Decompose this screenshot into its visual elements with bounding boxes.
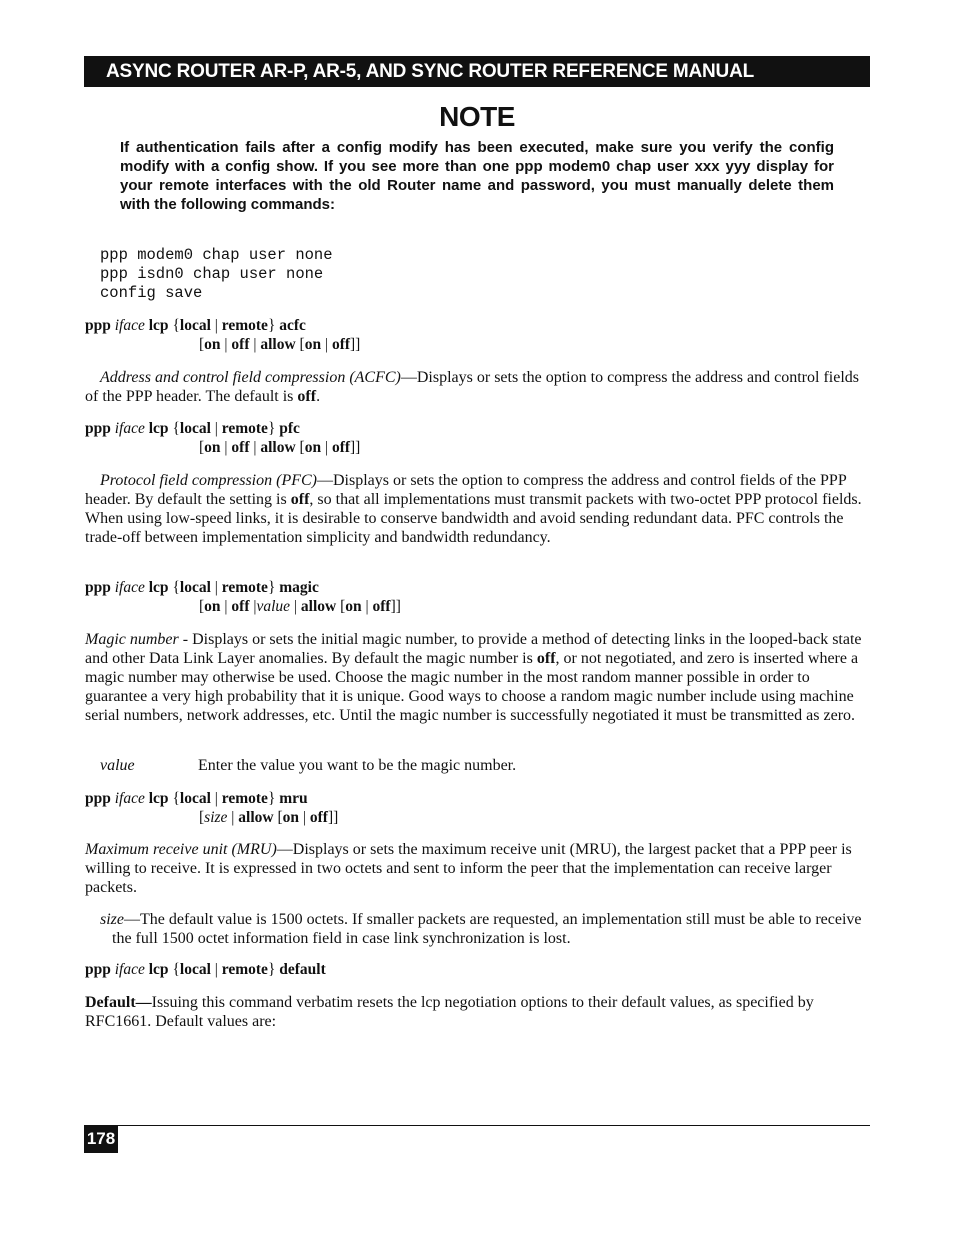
default-description: Default—Issuing this command verbatim resets the lcp negotiation options to their default values, as specified by RFC1661. Default values are:: [85, 994, 814, 1030]
magic-value-row: [100, 756, 517, 775]
code-line: ppp modem0 chap user none: [100, 246, 333, 264]
syntax-magic: ppp iface lcp {local | remote} magic [on | off |value | allow [on | off]]: [85, 579, 401, 615]
magic-description: Magic number - Displays or sets the initial magic number, to provide a method of detecting links in the looped-back state and other Data Link Layer anomalies. By default the magic number is off, or not negotiated, and zero is inserted where a magic number may otherwise be used. Choose the magic number in the most random manner possible in order to guarantee a very high probability that it is unique. Good ways to choose a random magic number include using machine serial numbers, network addresses, etc. Until the magic number is successfully negotiated it must be transmitted as zero.: [85, 631, 862, 724]
mru-description: Maximum receive unit (MRU)—Displays or sets the maximum receive unit (MRU), the largest packet that a PPP peer is willing to receive. It is expressed in two octets and sent to inform the peer that the implementation can receive larger packets.: [85, 841, 852, 896]
code-line: ppp isdn0 chap user none: [100, 265, 324, 283]
page-number: 178: [84, 1125, 118, 1153]
value-description: Enter the value you want to be the magic number.: [198, 757, 517, 774]
code-line: config save: [100, 284, 203, 302]
acfc-description: Address and control field compression (ACFC)—Displays or sets the option to compress the address and control fields of the PPP header. The default is off.: [85, 369, 859, 405]
syntax-acfc: ppp iface lcp {local | remote} acfc [on | off | allow [on | off]]: [85, 317, 361, 353]
running-header: ASYNC ROUTER AR-P, AR-5, AND SYNC ROUTER REFERENCE MANUAL: [84, 56, 870, 87]
syntax-pfc: ppp iface lcp {local | remote} pfc [on | off | allow [on | off]]: [85, 420, 361, 456]
value-term: value: [100, 757, 135, 774]
syntax-default: ppp iface lcp {local | remote} default: [85, 961, 326, 978]
syntax-mru: ppp iface lcp {local | remote} mru [size | allow [on | off]]: [85, 790, 339, 826]
footer-rule: [84, 1125, 870, 1126]
code-block: [100, 246, 333, 303]
mru-size-description: size—The default value is 1500 octets. If smaller packets are requested, an implementation still must be able to receive the full 1500 octet information field in case link synchronization is lost.: [100, 911, 862, 947]
note-body: If authentication fails after a config modify has been executed, make sure you verify the config modify with a config show. If you see more than one ppp modem0 chap user xxx yyy display for your remote interfaces with the old Router name and password, you must manually delete them with the following commands:: [120, 139, 834, 213]
pfc-description: Protocol field compression (PFC)—Displays or sets the option to compress the address and control fields of the PPP header. By default the setting is off, so that all implementations must transmit packets with two-octet PPP protocol fields. When using low-speed links, it is desirable to conserve bandwidth and avoid sending redundant data. PFC controls the trade-off between implementation simplicity and bandwidth redundancy.: [85, 472, 862, 546]
note-title: NOTE: [439, 101, 515, 132]
